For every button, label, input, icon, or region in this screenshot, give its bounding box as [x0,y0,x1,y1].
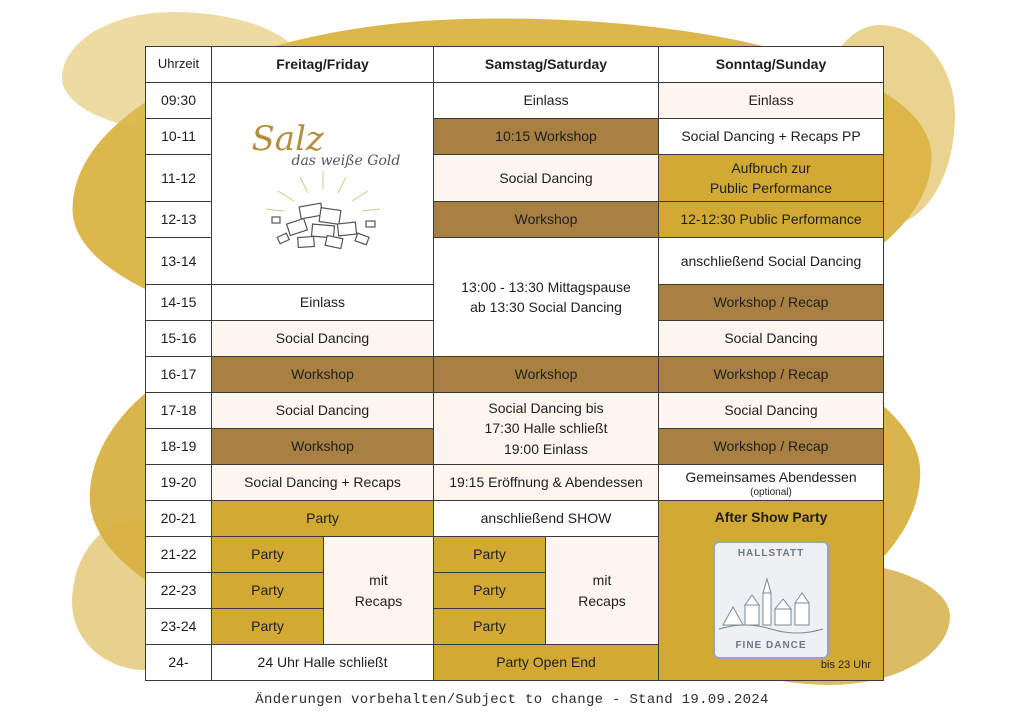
header-saturday: Samstag/Saturday [434,47,659,83]
sat-workshop: Workshop [434,357,659,393]
time-cell: 22-23 [146,573,212,609]
sat-evening-line-2: 17:30 Halle schließt [484,420,608,437]
fri-party: Party [212,501,434,537]
sat-evening-cell [434,393,659,465]
time-cell: 20-21 [146,501,212,537]
time-cell: 17-18 [146,393,212,429]
fri-workshop: Workshop [212,357,434,393]
sat-recaps-line-1: mit [592,572,612,589]
row-20-21 [146,501,884,537]
sat-recaps-cell [546,537,659,645]
sat-evening-line-1: Social Dancing bis [488,400,604,417]
badge-title-bottom: FINE DANCE [735,639,807,651]
hallstatt-village-icon [715,563,827,643]
sun-dinner-note: (optional) [750,487,792,499]
sat-party-open-end: Party Open End [434,645,659,681]
time-cell: 14-15 [146,285,212,321]
sun-dinner-cell [659,465,884,501]
salz-logo-word: Salz [251,118,324,159]
sun-until-23: bis 23 Uhr [820,659,872,672]
fri-einlass: Einlass [212,285,434,321]
sat-party: Party [434,573,546,609]
time-cell: 16-17 [146,357,212,393]
sat-recaps-line-2: Recaps [578,592,626,609]
fri-social-dancing: Social Dancing [212,393,434,429]
fri-party: Party [212,609,324,645]
sun-social-dancing: Social Dancing [659,321,884,357]
time-cell: 11-12 [146,155,212,202]
sat-workshop-1015: 10:15 Workshop [434,119,659,155]
time-cell: 15-16 [146,321,212,357]
sat-evening-line-3: 19:00 Einlass [503,440,589,457]
sun-departure-line-2: Public Performance [709,180,833,196]
sat-workshop: Workshop [434,202,659,238]
fri-recaps-cell [324,537,434,645]
sat-party: Party [434,609,546,645]
time-cell: 21-22 [146,537,212,573]
header-row [146,47,884,83]
fri-party: Party [212,537,324,573]
sat-lunch-line-2: ab 13:30 Social Dancing [470,299,622,315]
sat-party: Party [434,537,546,573]
sun-departure-line-1: Aufbruch zur [731,159,811,176]
sun-workshop-recap: Workshop / Recap [659,285,884,321]
sat-lunch-line-1: 13:00 - 13:30 Mittagspause [461,278,631,295]
header-friday: Freitag/Friday [212,47,434,83]
time-cell: 18-19 [146,429,212,465]
sat-show: anschließend SHOW [434,501,659,537]
sun-departure-cell [659,155,884,202]
sun-social-after-performance: anschließend Social Dancing [659,238,884,285]
sun-einlass: Einlass [659,83,884,119]
sun-workshop-recap: Workshop / Recap [659,357,884,393]
salz-logo [238,109,408,259]
fri-party: Party [212,573,324,609]
sun-public-performance: 12-12:30 Public Performance [659,202,884,238]
sat-lunch-cell [434,238,659,357]
sun-after-show-cell [659,501,884,681]
sat-opening-dinner: 19:15 Eröffnung & Abendessen [434,465,659,501]
hallstatt-fine-dance-badge [713,541,829,659]
sun-social-dancing: Social Dancing [659,393,884,429]
badge-title-top: HALLSTATT [737,548,805,560]
time-cell: 09:30 [146,83,212,119]
row-16-17 [146,357,884,393]
sun-after-show-party: After Show Party [714,509,828,525]
sun-dinner: Gemeinsames Abendessen [685,468,857,485]
header-time: Uhrzeit [146,47,212,83]
salz-logo-cell [212,83,434,285]
fri-recaps-line-2: Recaps [354,592,403,609]
time-cell: 12-13 [146,202,212,238]
sun-workshop-recap: Workshop / Recap [659,429,884,465]
header-sunday: Sonntag/Sunday [659,47,884,83]
fri-social-recaps: Social Dancing + Recaps [212,465,434,501]
time-cell: 13-14 [146,238,212,285]
salz-logo-tagline: das weiße Gold [291,152,401,169]
fri-hall-closes: 24 Uhr Halle schließt [212,645,434,681]
fri-workshop: Workshop [212,429,434,465]
time-cell: 19-20 [146,465,212,501]
time-cell: 23-24 [146,609,212,645]
row-0930 [146,83,884,119]
sun-social-recaps-pp: Social Dancing + Recaps PP [659,119,884,155]
fri-social-dancing: Social Dancing [212,321,434,357]
sat-einlass: Einlass [434,83,659,119]
schedule-table [145,46,884,681]
time-cell: 10-11 [146,119,212,155]
salt-crystals-icon [238,169,408,259]
sat-social-dancing: Social Dancing [434,155,659,202]
row-19-20 [146,465,884,501]
time-cell: 24- [146,645,212,681]
footer-note: Änderungen vorbehalten/Subject to change - Stand 19.09.2024 [255,692,769,708]
fri-recaps-line-1: mit [369,572,388,589]
row-17-18 [146,393,884,429]
